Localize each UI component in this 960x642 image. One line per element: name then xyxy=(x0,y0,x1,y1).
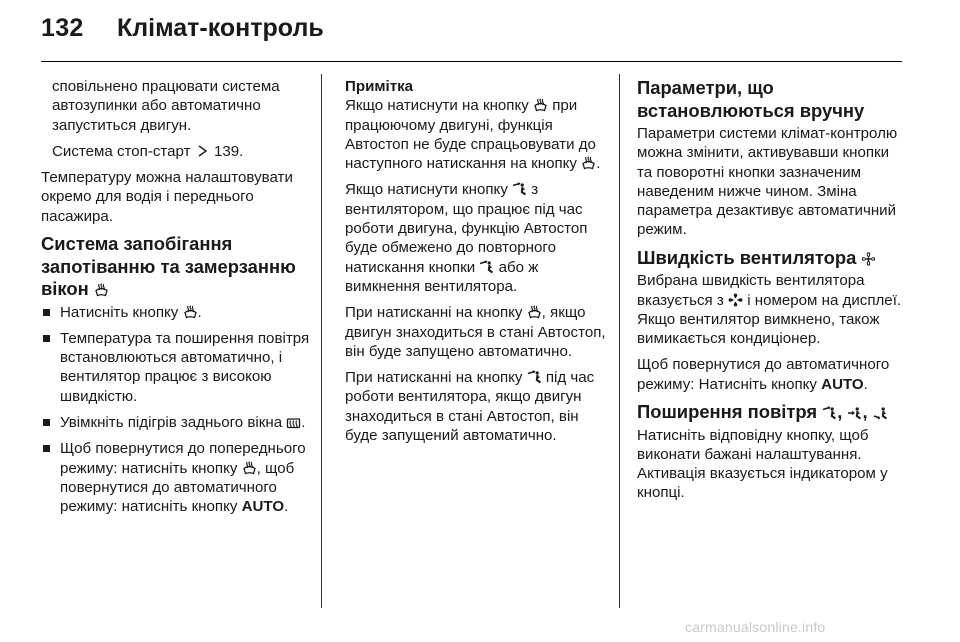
auto-button-label: AUTO xyxy=(821,375,864,393)
intro-paragraph-1: сповільнено працювати система автозупинки або автоматично запуститься двигун. xyxy=(52,78,280,134)
section-heading-manual: Параметри, що встановлюються вручну xyxy=(637,77,865,121)
column-divider-2 xyxy=(619,74,620,608)
air-distribution-windshield-icon xyxy=(479,260,494,274)
windshield-defrost-icon xyxy=(533,98,548,112)
air-distribution-windshield-icon xyxy=(527,370,542,384)
defog-steps-list xyxy=(41,303,311,517)
section-heading-fan-speed: Швидкість вентилятора xyxy=(637,247,905,270)
windshield-defrost-icon xyxy=(183,305,198,319)
windshield-defrost-icon xyxy=(94,283,109,297)
manual-paragraph: Параметри системи клімат-контролю можна змінити, активувавши кнопки та поворотні кнопки зазначеним наведеним нижче чином. Зміна параметра дезактивує автоматичний режим. xyxy=(637,125,898,239)
intro-paragraph-3: Температуру можна налаштовувати окремо для водія і переднього пасажира. xyxy=(41,169,293,225)
note-paragraph-3: При натисканні на кнопку , якщо двигун знаходиться в стані Автостоп, він буде запущено автоматично. xyxy=(345,304,606,360)
fan-filled-icon xyxy=(728,293,743,307)
windshield-defrost-icon xyxy=(581,156,596,170)
cross-reference-link[interactable]: 139. xyxy=(213,142,244,160)
section-heading-defog: Система запобігання запотіванню та замерзанню вікон xyxy=(41,233,296,300)
column-2 xyxy=(345,77,610,452)
fan-icon xyxy=(861,252,876,266)
auto-button-label: AUTO xyxy=(241,498,285,516)
rear-window-defrost-icon xyxy=(286,415,301,429)
air-distribution-windshield-icon xyxy=(512,182,527,196)
column-1 xyxy=(41,77,311,524)
windshield-defrost-icon xyxy=(527,305,542,319)
note-paragraph-4: При натисканні на кнопку під час роботи вентилятора, якщо двигун знаходиться в стані Автостоп, він буде запущений автоматично. xyxy=(345,369,595,445)
air-distribution-windshield-icon xyxy=(822,406,837,420)
header-rule xyxy=(41,61,902,62)
page-header xyxy=(0,0,960,60)
list-item: Щоб повернутися до попереднього режиму: натисніть кнопку , щоб повернутися до автоматичного режиму: натисніть кнопку AUTO. xyxy=(41,439,311,516)
watermark: carmanualsonline.info xyxy=(685,619,826,635)
section-heading-air-distribution: Поширення повітря , , xyxy=(637,401,905,424)
air-distribution-upper-icon xyxy=(847,406,862,420)
air-distribution-footwell-icon xyxy=(873,406,888,420)
list-item: Натисніть кнопку . xyxy=(41,303,311,322)
list-item: Увімкніть підігрів заднього вікна . xyxy=(41,413,311,432)
column-divider-1 xyxy=(321,74,322,608)
page-title: Клімат-контроль xyxy=(117,14,324,42)
list-item: Температура та поширення повітря встановлюються автоматично, і вентилятор працює з високою швидкістю. xyxy=(41,329,311,406)
note-paragraph-2: Якщо натиснути кнопку з вентилятором, що працює під час роботи двигуна, функцію Автостоп буде обмежено до повторного натискання кнопки або ж вимкнення вентилятора. xyxy=(345,181,588,295)
column-3 xyxy=(637,77,905,510)
intro-paragraph-2: Система стоп-старт 139. xyxy=(52,142,244,160)
fan-paragraph-2: Щоб повернутися до автоматичного режиму: Натисніть кнопку AUTO. xyxy=(637,356,890,393)
page-number: 132 xyxy=(41,14,84,42)
air-distribution-paragraph: Натисніть відповідну кнопку, щоб виконати бажані налаштування. Активація вказується індикатором у кнопці. xyxy=(637,426,888,502)
reference-arrow-icon xyxy=(195,144,210,158)
note-paragraph-1: Якщо натиснути на кнопку при працюючому двигуні, функція Автостоп не буде спрацьовувати до наступного натискання на кнопку . xyxy=(345,97,601,173)
windshield-defrost-icon xyxy=(242,461,257,475)
fan-paragraph-1: Вибрана швидкість вентилятора вказується з і номером на дисплеї. Якщо вентилятор вимкнено, також вимикається кондиціонер. xyxy=(637,272,902,348)
note-title: Примітка xyxy=(345,78,414,95)
